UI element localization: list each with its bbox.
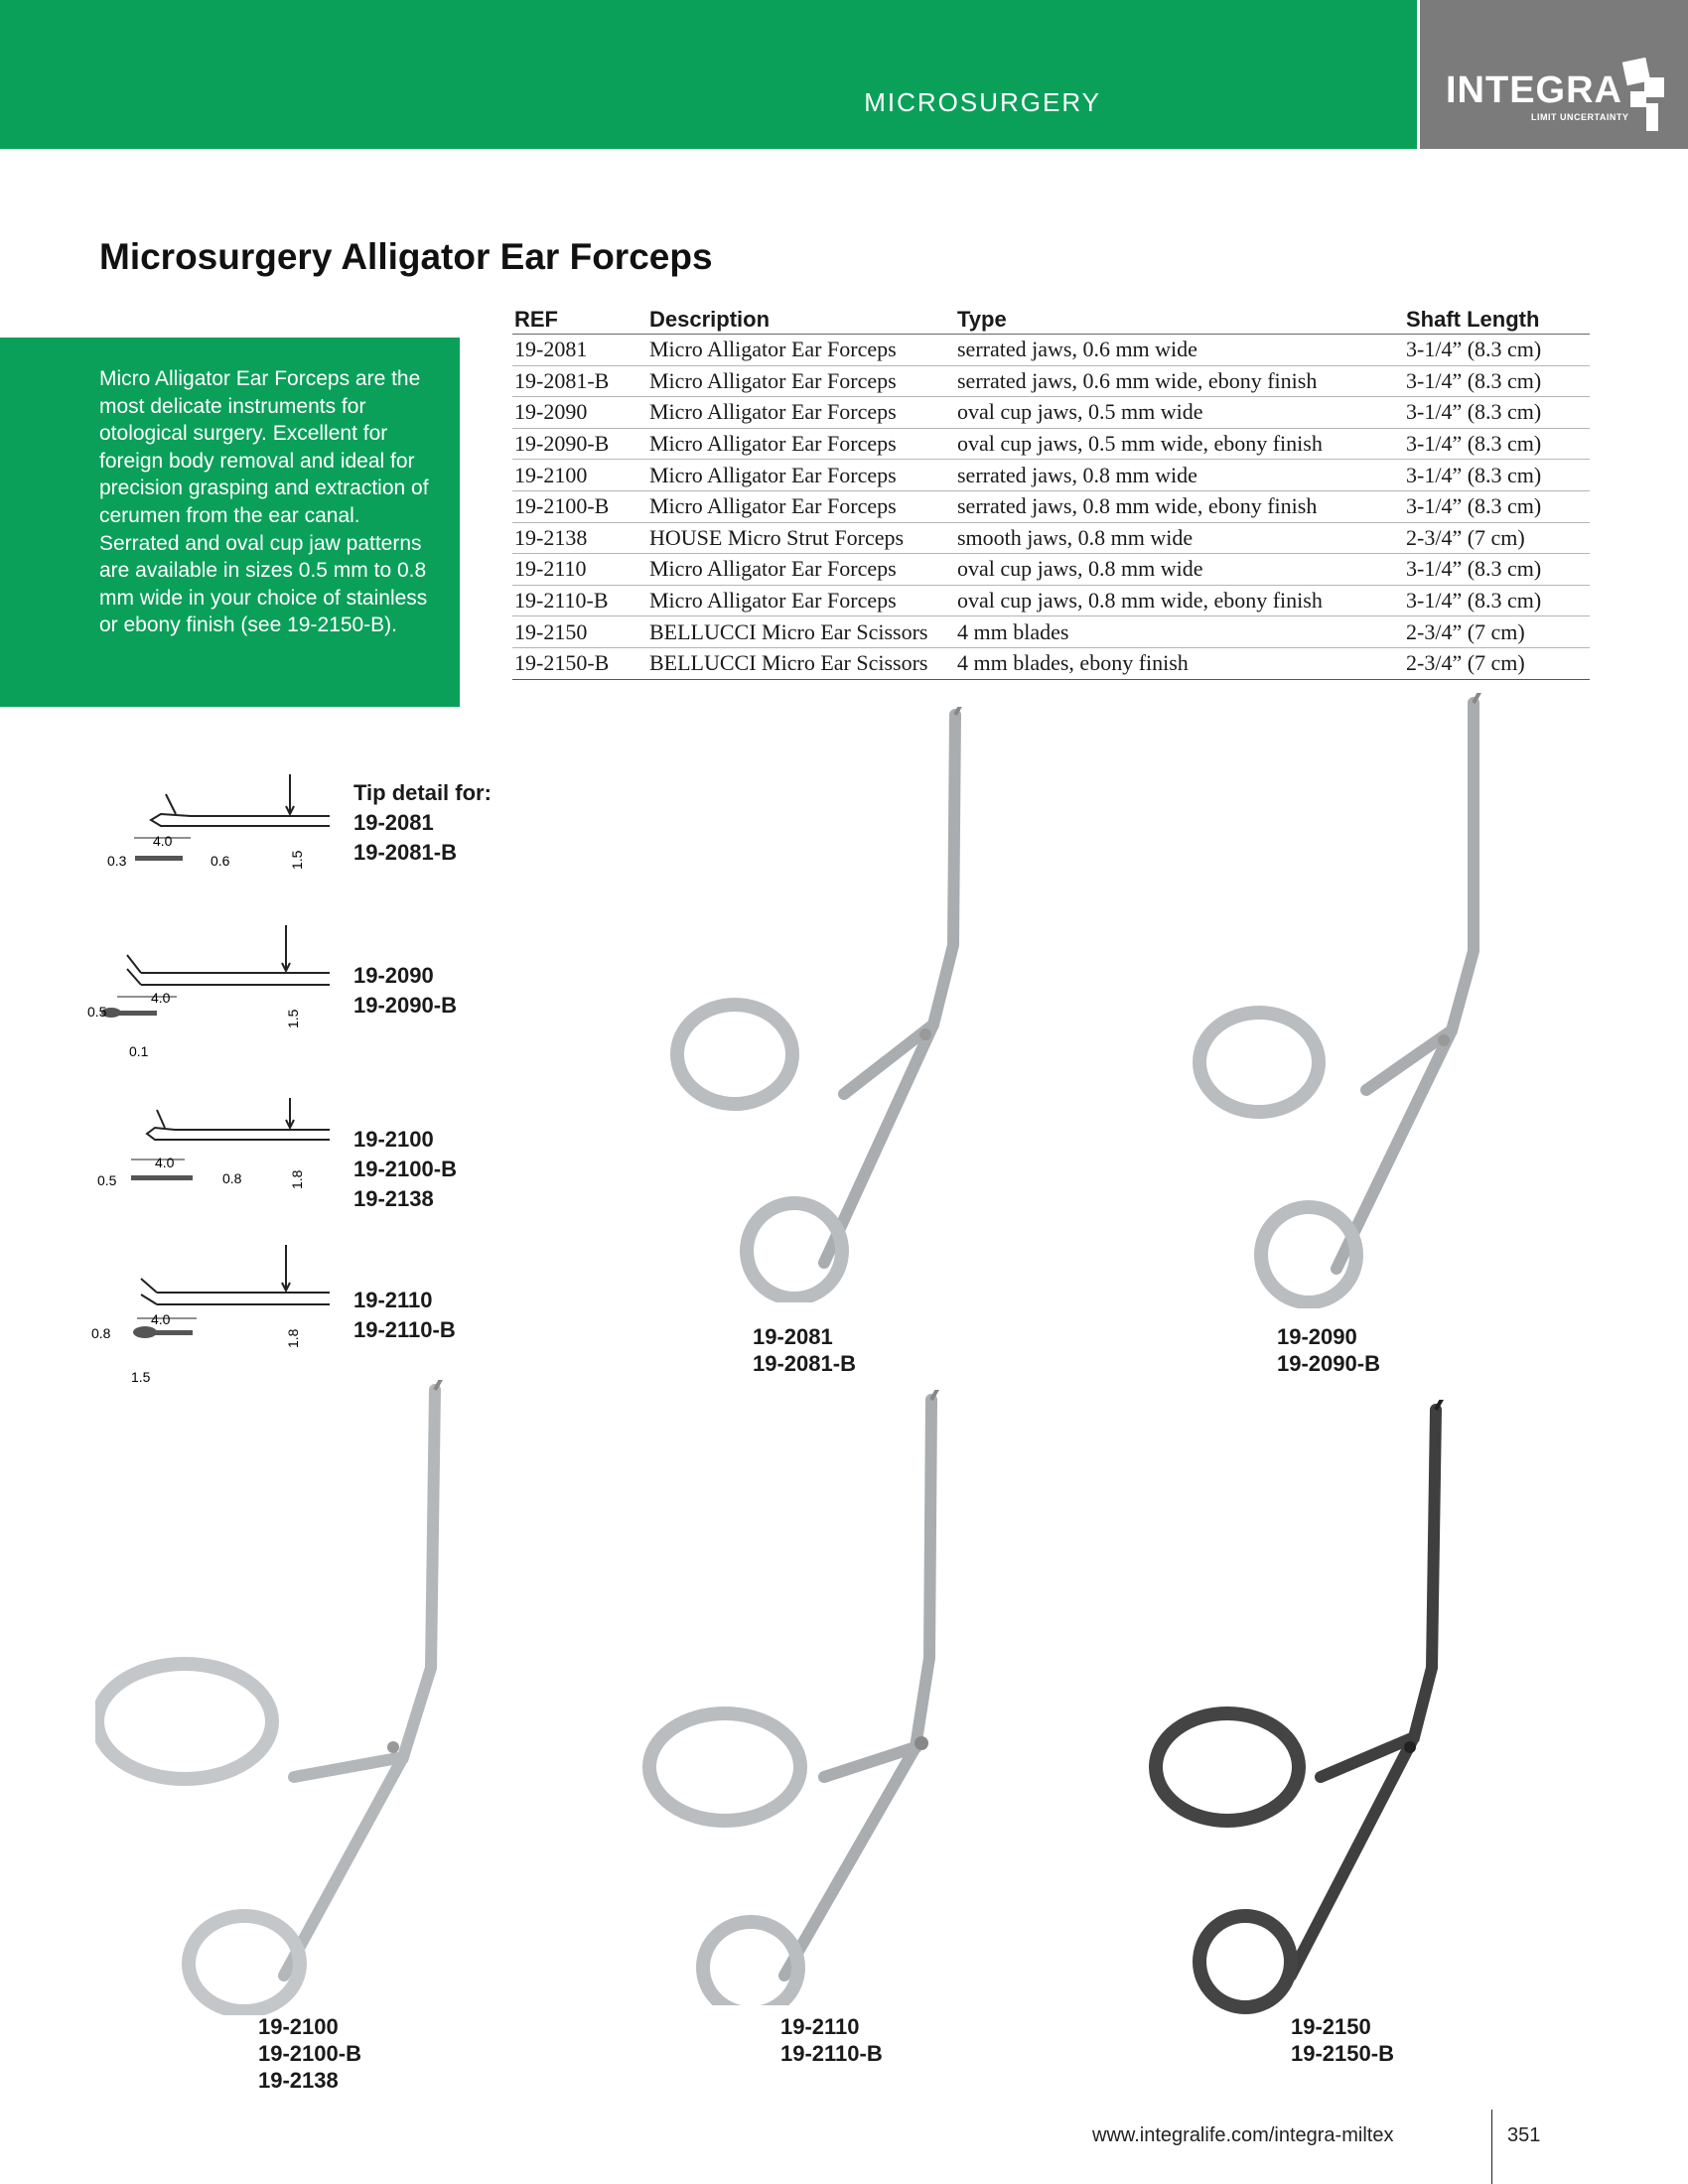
- cell-type: smooth jaws, 0.8 mm wide: [955, 522, 1404, 554]
- cell-ref: 19-2110-B: [512, 585, 647, 616]
- instrument-photo-19-2090: [1188, 693, 1505, 1308]
- photo-caption-line: 19-2081-B: [753, 1351, 856, 1376]
- cell-type: oval cup jaws, 0.8 mm wide: [955, 554, 1404, 586]
- photo-caption-line: 19-2090-B: [1277, 1351, 1380, 1376]
- tip-caption-4: [353, 1286, 456, 1345]
- cell-shaft-length: 3-1/4” (8.3 cm): [1404, 490, 1590, 522]
- logo-wordmark: INTEGRA: [1446, 69, 1622, 111]
- cell-description: Micro Alligator Ear Forceps: [647, 460, 955, 491]
- photo-caption-3: [258, 2013, 361, 2094]
- dim-label: 0.6: [211, 853, 230, 869]
- cell-ref: 19-2100-B: [512, 490, 647, 522]
- cell-shaft-length: 2-3/4” (7 cm): [1404, 616, 1590, 648]
- dim-label: 4.0: [153, 833, 173, 849]
- col-header-type: Type: [955, 304, 1404, 335]
- table-row: [512, 490, 1590, 522]
- cell-shaft-length: 3-1/4” (8.3 cm): [1404, 460, 1590, 491]
- dim-label: 4.0: [151, 1311, 171, 1327]
- cell-ref: 19-2081: [512, 335, 647, 366]
- tip-detail-drawing-4: [87, 1245, 336, 1390]
- photo-caption-line: 19-2150-B: [1291, 2041, 1394, 2066]
- cell-shaft-length: 3-1/4” (8.3 cm): [1404, 428, 1590, 460]
- cell-type: oval cup jaws, 0.8 mm wide, ebony finish: [955, 585, 1404, 616]
- tip-detail-drawing-3: [95, 1098, 344, 1207]
- instrument-photo-19-2081: [665, 707, 983, 1302]
- cell-type: 4 mm blades: [955, 616, 1404, 648]
- dim-label: 1.8: [285, 1328, 301, 1348]
- table-row: [512, 365, 1590, 397]
- table-row: [512, 647, 1590, 679]
- cell-shaft-length: 3-1/4” (8.3 cm): [1404, 365, 1590, 397]
- tip-caption-line: 19-2110-B: [353, 1317, 456, 1342]
- brand-logo: [1420, 0, 1688, 149]
- cell-description: BELLUCCI Micro Ear Scissors: [647, 647, 955, 679]
- tip-caption-line: 19-2110: [353, 1288, 433, 1312]
- dim-label: 0.8: [91, 1325, 111, 1341]
- tip-caption-line: 19-2081-B: [353, 840, 457, 865]
- cell-description: BELLUCCI Micro Ear Scissors: [647, 616, 955, 648]
- cell-ref: 19-2090: [512, 397, 647, 429]
- photo-caption-line: 19-2150: [1291, 2014, 1371, 2039]
- cell-ref: 19-2150-B: [512, 647, 647, 679]
- instrument-photo-19-2110: [635, 1390, 973, 2005]
- dim-label: 0.5: [87, 1004, 107, 1020]
- photo-caption-line: 19-2110: [780, 2014, 860, 2039]
- tip-caption-line: Tip detail for:: [353, 780, 492, 805]
- photo-caption-5: [1291, 2013, 1394, 2067]
- cell-type: serrated jaws, 0.8 mm wide, ebony finish: [955, 490, 1404, 522]
- cell-type: serrated jaws, 0.8 mm wide: [955, 460, 1404, 491]
- col-header-shaft-length: Shaft Length: [1404, 304, 1590, 335]
- tip-caption-line: 19-2100: [353, 1127, 434, 1152]
- tip-detail-drawing-1: [91, 774, 340, 884]
- cell-type: oval cup jaws, 0.5 mm wide, ebony finish: [955, 428, 1404, 460]
- col-header-ref: REF: [512, 304, 647, 335]
- dim-label: 0.1: [129, 1043, 149, 1059]
- tip-caption-line: 19-2090-B: [353, 993, 457, 1018]
- dim-label: 1.5: [131, 1369, 151, 1385]
- photo-caption-line: 19-2081: [753, 1324, 833, 1349]
- dim-label: 4.0: [155, 1155, 175, 1170]
- tip-caption-line: 19-2100-B: [353, 1157, 457, 1181]
- tip-caption-line: 19-2090: [353, 963, 434, 988]
- cell-ref: 19-2090-B: [512, 428, 647, 460]
- table-row: [512, 460, 1590, 491]
- logo-tagline: LIMIT UNCERTAINTY: [1531, 112, 1629, 122]
- dim-label: 1.5: [289, 850, 305, 870]
- dim-label: 4.0: [151, 990, 171, 1006]
- photo-caption-1: [753, 1323, 856, 1377]
- table-row: [512, 397, 1590, 429]
- spec-table: [512, 304, 1590, 680]
- photo-caption-line: 19-2138: [258, 2068, 339, 2093]
- tip-caption-3: [353, 1125, 457, 1214]
- cell-description: Micro Alligator Ear Forceps: [647, 428, 955, 460]
- cell-description: HOUSE Micro Strut Forceps: [647, 522, 955, 554]
- tip-caption-line: 19-2081: [353, 810, 434, 835]
- cell-ref: 19-2081-B: [512, 365, 647, 397]
- cell-ref: 19-2100: [512, 460, 647, 491]
- table-header-row: [512, 304, 1590, 335]
- dim-label: 0.5: [97, 1172, 117, 1188]
- page-title: Microsurgery Alligator Ear Forceps: [99, 236, 713, 277]
- cell-type: serrated jaws, 0.6 mm wide, ebony finish: [955, 365, 1404, 397]
- dim-label: 1.5: [285, 1009, 301, 1028]
- cell-shaft-length: 3-1/4” (8.3 cm): [1404, 335, 1590, 366]
- cell-type: oval cup jaws, 0.5 mm wide: [955, 397, 1404, 429]
- photo-caption-2: [1277, 1323, 1380, 1377]
- header-band: [0, 0, 1417, 149]
- photo-caption-line: 19-2100-B: [258, 2041, 361, 2066]
- cell-shaft-length: 3-1/4” (8.3 cm): [1404, 554, 1590, 586]
- instrument-photo-19-2100: [95, 1380, 463, 2015]
- cell-type: serrated jaws, 0.6 mm wide: [955, 335, 1404, 366]
- cell-ref: 19-2110: [512, 554, 647, 586]
- section-label: MICROSURGERY: [864, 87, 1101, 117]
- cell-shaft-length: 3-1/4” (8.3 cm): [1404, 585, 1590, 616]
- tip-caption-1: [353, 778, 492, 868]
- cell-description: Micro Alligator Ear Forceps: [647, 554, 955, 586]
- dim-label: 0.8: [222, 1170, 242, 1186]
- photo-caption-4: [780, 2013, 883, 2067]
- cell-description: Micro Alligator Ear Forceps: [647, 397, 955, 429]
- page-number: 351: [1507, 2124, 1541, 2146]
- cell-description: Micro Alligator Ear Forceps: [647, 585, 955, 616]
- photo-caption-line: 19-2090: [1277, 1324, 1357, 1349]
- tip-caption-2: [353, 961, 457, 1021]
- col-header-description: Description: [647, 304, 955, 335]
- table-row: [512, 554, 1590, 586]
- table-row: [512, 428, 1590, 460]
- cell-shaft-length: 2-3/4” (7 cm): [1404, 522, 1590, 554]
- footer-url-link[interactable]: www.integralife.com/integra-miltex: [1092, 2124, 1394, 2146]
- photo-caption-line: 19-2110-B: [780, 2041, 883, 2066]
- cell-ref: 19-2138: [512, 522, 647, 554]
- intro-text: Micro Alligator Ear Forceps are the most delicate instruments for otological surgery. Excellent for foreign body removal and ideal for precision grasping and extraction of cerumen from the ear canal. Serrated and oval cup jaw patterns are available in sizes 0.5 mm to 0.8 mm wide in your choice of stainless or ebony finish (see 19-2150-B).: [99, 367, 429, 637]
- cell-ref: 19-2150: [512, 616, 647, 648]
- cell-shaft-length: 2-3/4” (7 cm): [1404, 647, 1590, 679]
- logo-blocks-icon: [1618, 58, 1670, 133]
- footer-divider: [1491, 2110, 1492, 2184]
- photo-caption-line: 19-2100: [258, 2014, 339, 2039]
- table-row: [512, 585, 1590, 616]
- table-row: [512, 522, 1590, 554]
- tip-detail-drawing-2: [87, 925, 336, 1064]
- cell-type: 4 mm blades, ebony finish: [955, 647, 1404, 679]
- cell-description: Micro Alligator Ear Forceps: [647, 365, 955, 397]
- instrument-photo-19-2150: [1142, 1400, 1460, 2015]
- dim-label: 0.3: [107, 853, 127, 869]
- table-row: [512, 335, 1590, 366]
- tip-caption-line: 19-2138: [353, 1186, 434, 1211]
- cell-description: Micro Alligator Ear Forceps: [647, 335, 955, 366]
- table-row: [512, 616, 1590, 648]
- cell-shaft-length: 3-1/4” (8.3 cm): [1404, 397, 1590, 429]
- dim-label: 1.8: [289, 1169, 305, 1189]
- cell-description: Micro Alligator Ear Forceps: [647, 490, 955, 522]
